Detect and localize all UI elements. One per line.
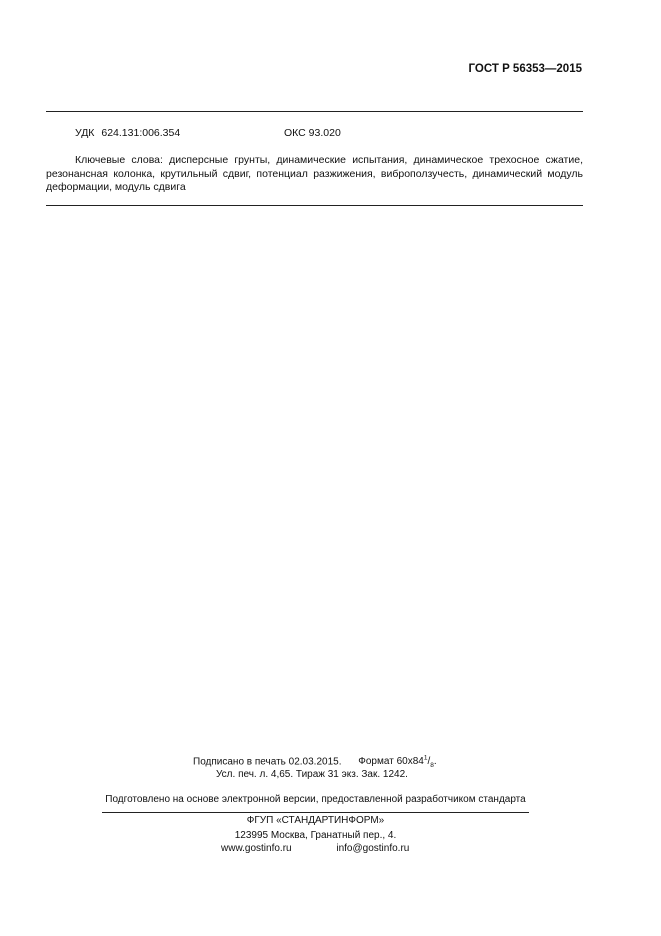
top-divider [46,111,583,112]
publisher-name: ФГУП «СТАНДАРТИНФОРМ» [246,815,385,826]
publisher-contacts [221,843,409,854]
udk-value: 624.131:006.354 [101,127,181,139]
format-label: Формат 60x84 [358,756,424,768]
publisher-address: 123995 Москва, Гранатный пер., 4. [234,830,397,841]
footer-divider [102,812,529,813]
format-denominator: 8 [430,762,434,770]
prepared-note: Подготовлено на основе электронной версии, предоставленной разработчиком стандарта [105,794,526,805]
udk-classification [75,127,180,139]
keywords-paragraph: Ключевые слова: дисперсные грунты, динамические испытания, динамическое трехосное сжатие, резонансная колонка, крутильный сдвиг, потенциал разжижения, виброползучесть, динамический модуль деформации, модуль сдвига [46,154,583,193]
keywords-divider [46,205,583,206]
signed-date: Подписано в печать 02.03.2015. [193,756,342,768]
oks-value: 93.020 [308,127,341,139]
email-link[interactable]: info@gostinfo.ru [336,843,410,854]
format-end: . [433,756,437,768]
imprint-line-1 [193,755,437,769]
document-code: ГОСТ Р 56353—2015 [468,63,582,75]
paper-format: Формат $60x84^1/_8$. [358,755,437,770]
format-numerator: 1 [423,755,428,762]
oks-label: ОКС [284,127,306,139]
udk-label: УДК [75,127,95,139]
website-link[interactable]: www.gostinfo.ru [221,843,292,854]
oks-classification [284,127,341,139]
imprint-line-2: Усл. печ. л. 4,65. Тираж 31 экз. Зак. 1242. [216,769,408,780]
